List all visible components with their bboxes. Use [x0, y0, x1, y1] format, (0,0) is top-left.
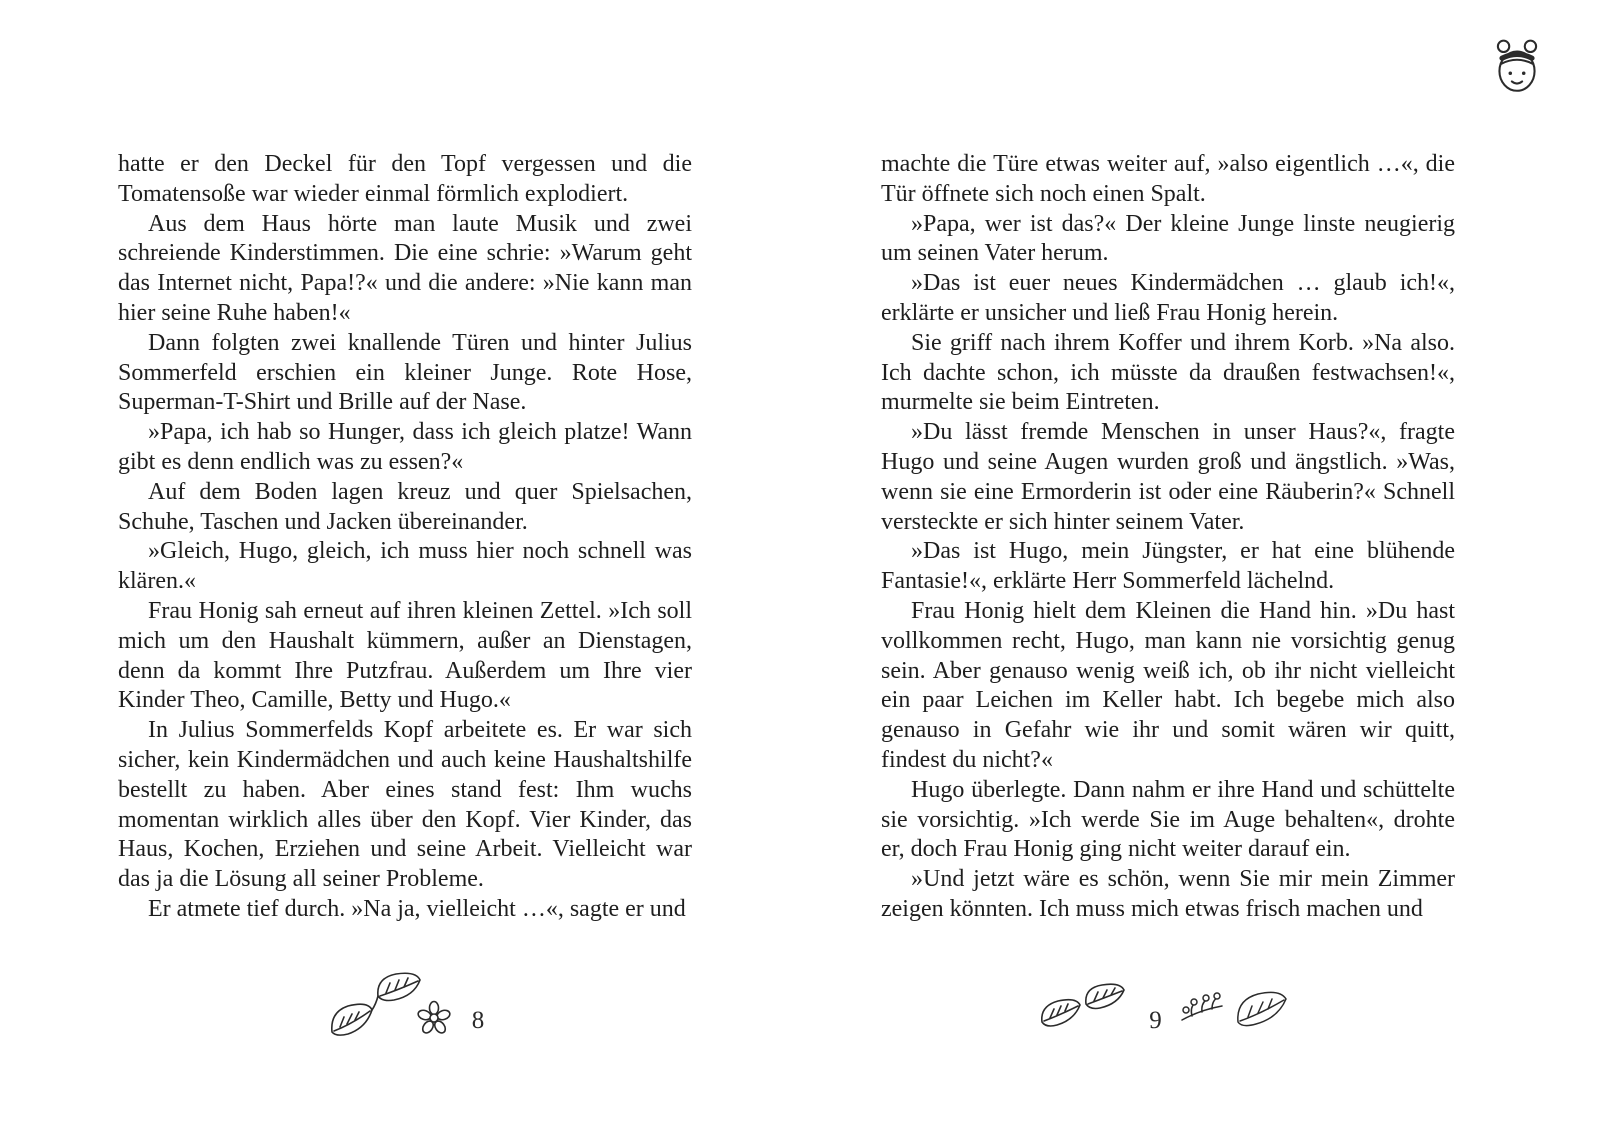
page-right-text: [881, 150, 1455, 925]
paragraph: hatte er den Deckel für den Topf vergessen und die Tomatensoße war wieder einmal förmlich explodiert.: [118, 151, 692, 207]
paragraph: »Das ist euer neues Kindermädchen … glaub ich!«, erklärte er unsicher und ließ Frau Honig herein.: [881, 270, 1455, 326]
paragraph: »Papa, ich hab so Hunger, dass ich gleich platze! Wann gibt es denn endlich was zu essen?«: [118, 419, 692, 475]
leaf-decoration-icon: [1038, 982, 1133, 1032]
paragraph: In Julius Sommerfelds Kopf arbeitete es. Er war sich sicher, kein Kindermädchen und auch keine Haushaltshilfe bestellt zu haben. Aber eines stand fest: Ihm wuchs momentan wirklich alles über den Kopf. Vier Kinder, das Haus, Kochen, Erziehen und seine Arbeit. Vielleicht war das ja die Lösung all seiner Probleme.: [118, 717, 692, 893]
paragraph: Frau Honig hielt dem Kleinen die Hand hin. »Du hast vollkommen recht, Hugo, man kann nie vorsichtig genug sein. Aber genauso wenig weiß ich, ob ihr nicht vielleicht ein paar Leichen im Keller habt. Ich begebe mich also genauso in Gefahr wie ihr und somit wären wir quitt, findest du nicht?«: [881, 597, 1455, 773]
paragraph: machte die Türe etwas weiter auf, »also eigentlich …«, die Tür öffnete sich noch einen Spalt.: [881, 151, 1455, 207]
paragraph: Dann folgten zwei knallende Türen und hinter Julius Sommerfeld erschien ein kleiner Junge. Rote Hose, Superman-T-Shirt und Brille auf der Nase.: [118, 329, 692, 416]
paragraph: »Und jetzt wäre es schön, wenn Sie mir mein Zimmer zeigen könnten. Ich muss mich etwas frisch machen und: [881, 866, 1455, 922]
page-left-text: [118, 150, 692, 925]
bee-icon: [1486, 36, 1548, 98]
page-right-footer: [881, 962, 1455, 1052]
page-number-right: 9: [1149, 1007, 1162, 1034]
sprig-decoration-icon: [1178, 982, 1298, 1032]
paragraph: Aus dem Haus hörte man laute Musik und zwei schreiende Kinderstimmen. Die eine schrie: »Warum geht das Internet nicht, Papa!?« und die andere: »Nie kann man hier seine Ruhe haben!«: [118, 210, 692, 326]
paragraph: Sie griff nach ihrem Koffer und ihrem Korb. »Na also. Ich dachte schon, ich müsste da draußen festwachsen!«, murmelte sie beim Eintreten.: [881, 329, 1455, 416]
paragraph: »Das ist Hugo, mein Jüngster, er hat eine blühende Fantasie!«, erklärte Herr Sommerfeld lächelnd.: [881, 538, 1455, 595]
leaf-decoration-icon: [326, 970, 456, 1045]
paragraph: »Du lässt fremde Menschen in unser Haus?«, fragte Hugo und seine Augen wurden groß und ängstlich. »Was, wenn sie eine Ermorderin ist oder eine Räuberin?« Schnell versteckte er sich hinter seinem Vater.: [881, 419, 1455, 535]
page-number-left: 8: [471, 1007, 485, 1034]
paragraph: Auf dem Boden lagen kreuz und quer Spielsachen, Schuhe, Taschen und Jacken übereinander.: [118, 478, 692, 535]
paragraph: Frau Honig sah erneut auf ihren kleinen Zettel. »Ich soll mich um den Haushalt kümmern, außer an Dienstagen, denn da kommt Ihre Putzfrau. Außerdem um Ihre vier Kinder Theo, Camille, Betty und Hugo.«: [118, 597, 692, 714]
page-left-footer: [118, 962, 692, 1052]
paragraph: Er atmete tief durch. »Na ja, vielleicht …«, sagte er und: [148, 895, 686, 922]
paragraph: Hugo überlegte. Dann nahm er ihre Hand und schüttelte sie vorsichtig. »Ich werde Sie im Auge behalten«, drohte er, doch Frau Honig ging nicht weiter darauf ein.: [881, 776, 1455, 863]
paragraph: »Papa, wer ist das?« Der kleine Junge linste neugierig um seinen Vater herum.: [881, 210, 1455, 267]
paragraph: »Gleich, Hugo, gleich, ich muss hier noch schnell was klären.«: [118, 538, 692, 595]
